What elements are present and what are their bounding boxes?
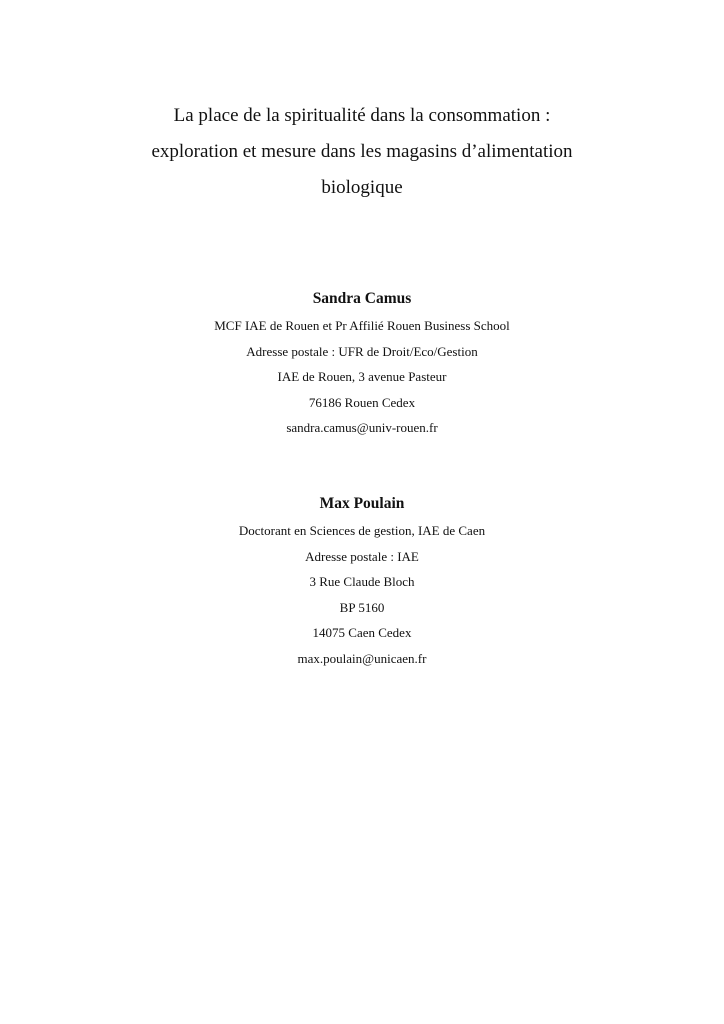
- author-name: Sandra Camus: [312, 290, 412, 307]
- paper-title: [0, 98, 724, 206]
- author-address-line: 3 Rue Claude Bloch: [309, 574, 415, 589]
- author-address-line: IAE de Rouen, 3 avenue Pasteur: [277, 369, 447, 384]
- author-address-line: BP 5160: [339, 599, 385, 615]
- author-email: sandra.camus@univ-rouen.fr: [286, 420, 438, 435]
- author-affiliation: MCF IAE de Rouen et Pr Affilié Rouen Business School: [214, 318, 510, 333]
- author-block-camus: [0, 287, 724, 441]
- title-line-3: biologique: [321, 177, 403, 198]
- author-name: Max Poulain: [319, 495, 405, 512]
- author-block-poulain: [0, 492, 724, 671]
- title-line-2: exploration et mesure dans les magasins d’alimentation: [151, 141, 573, 162]
- author-affiliation: Doctorant en Sciences de gestion, IAE de Caen: [238, 523, 486, 538]
- author-email: max.poulain@unicaen.fr: [297, 650, 427, 666]
- author-address-line: Adresse postale : UFR de Droit/Eco/Gestion: [246, 343, 478, 359]
- author-address-line: 76186 Rouen Cedex: [308, 394, 416, 410]
- author-address-line: Adresse postale : IAE: [305, 548, 419, 564]
- title-line-1: La place de la spiritualité dans la consommation :: [173, 105, 551, 126]
- author-address-line: 14075 Caen Cedex: [312, 625, 412, 640]
